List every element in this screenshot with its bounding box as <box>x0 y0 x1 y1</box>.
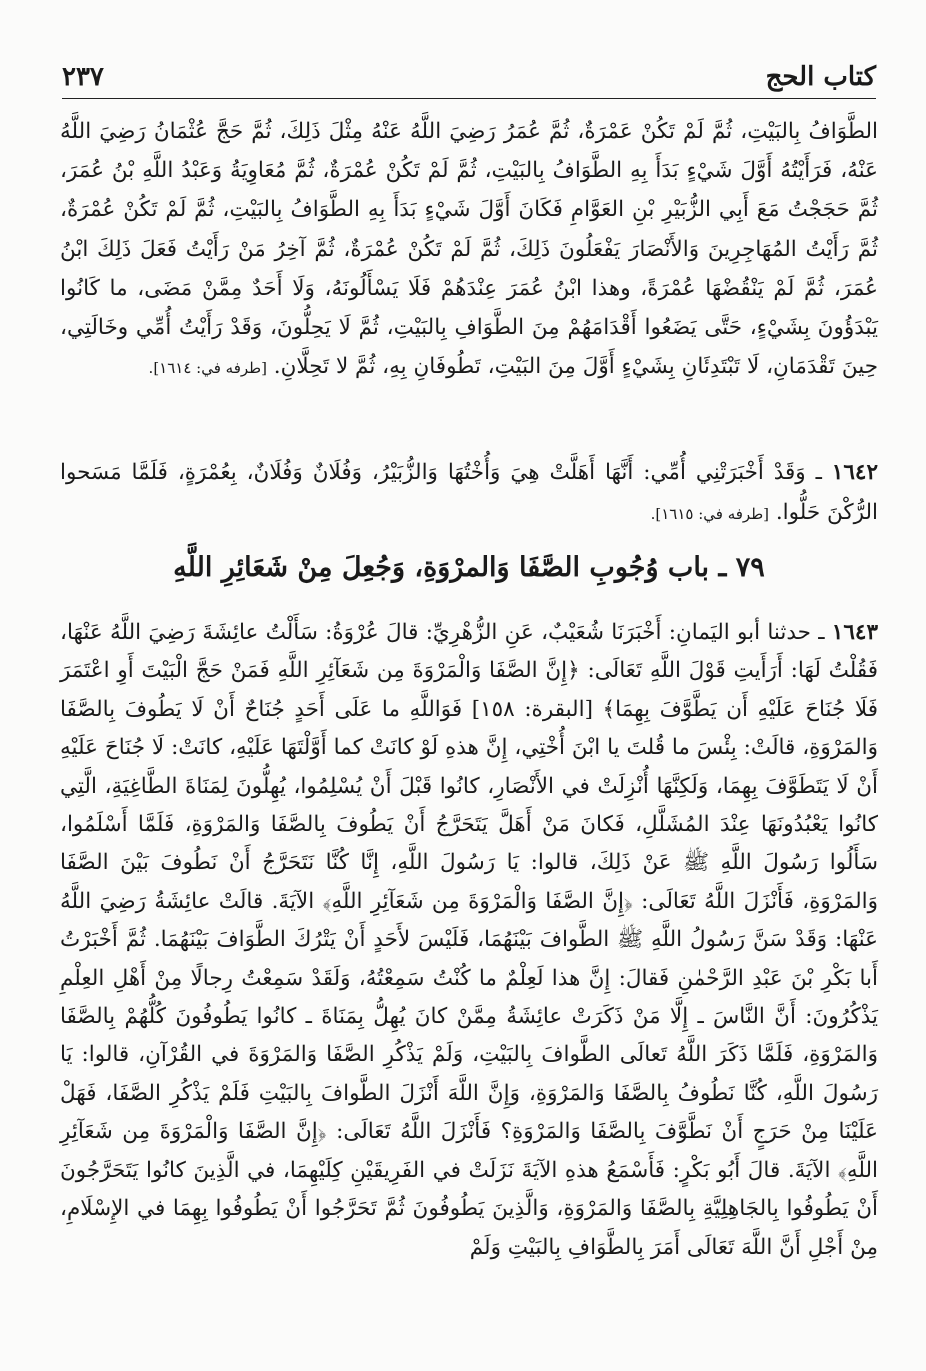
page-number: ٢٣٧ <box>62 62 104 92</box>
paragraph-text: ـ حدثنا أبو اليَمانِ: أَخْبَرَنَا شُعَيْبٌ، عَنِ الزُّهْرِيِّ: قالَ عُرْوَةُ: سَأَلْتُ عائِشَةَ رَضِيَ اللَّهُ عَنْهَا، فَقُلْتُ لَهَا: أَرَأَيتِ قَوْلَ اللَّهِ تَعَالَى: ﴿إِنَّ الصَّفَا وَالْمَرْوَةَ مِن شَعَآئِرِ اللَّهِ فَمَنْ حَجَّ الْبَيْتَ أَوِ اعْتَمَرَ فَلَا جُنَاحَ عَلَيْهِ أَن يَطَّوَّفَ بِهِمَا﴾ [البقرة: ١٥٨] فَوَاللَّهِ ما عَلَى أَحَدٍ جُنَاحٌ أَنْ لَا يَطُوفَ بِالصَّفَا وَالمَرْوَةِ، قالَتْ: بِئْسَ ما قُلتَ يا ابْنَ أُخْتِي، إِنَّ هذهِ لَوْ كانَتْ كما أَوَّلْتَهَا عَلَيْهِ، كانَتْ: لَا جُنَاحَ عَلَيْهِ أَنْ لَا يَتَطَوَّفَ بِهِمَا، وَلَكِنَّهَا أُنْزِلَتْ في الأَنْصَارِ، كانُوا قَبْلَ أَنْ يُسْلِمُوا، يُهِلُّونَ لِمَنَاةَ الطَّاغِيَةِ، الَّتِي كانُوا يَعْبُدُونَهَا عِنْدَ المُشَلَّلِ، فَكانَ مَنْ أَهَلَّ يَتَحَرَّجُ أَنْ يَطُوفَ بِالصَّفَا وَالمَرْوَةِ، فَلَمَّا أَسْلَمُوا، سَأَلُوا رَسُولَ اللَّهِ ﷺ عَنْ ذَلِكَ، قالوا: يَا رَسُولَ اللَّهِ، إِنَّا كُنَّا نَتَحَرَّجُ أَنْ نَطُوفَ بَيْنَ الصَّفَا وَالمَرْوَةِ، فَأَنْزَلَ اللَّهُ تَعَالَى: ﴿إِنَّ الصَّفَا وَالْمَرْوَةَ مِن شَعَآئِرِ اللَّهِ﴾ الآيَةَ. قالَتْ عائِشَةُ رَضِيَ اللَّهُ عَنْهَا: وَقَدْ سَنَّ رَسُولُ اللَّهِ ﷺ الطَّوافَ بَيْنَهُمَا، فَلَيْسَ لأَحَدٍ أَنْ يَتْرُكَ الطَّوَافَ بَيْنَهُمَا. ثُمَّ أَخْبَرْتُ أَبا بَكْرِ بْنَ عَبْدِ الرَّحْمٰنِ فَقالَ: إِنَّ هذا لَعِلْمٌ ما كُنْتُ سَمِعْتُهُ، وَلَقَدْ سَمِعْتُ رِجالًا مِنْ أَهْلِ العِلْمِ يَذْكُرُونَ: أَنَّ النَّاسَ ـ إِلَّا مَنْ ذَكَرَتْ عائِشَةُ مِمَّنْ كانَ يُهِلُّ بِمَنَاةَ ـ كانُوا يَطُوفُونَ كُلُّهُمْ بِالصَّفَا وَالمَرْوَةِ، فَلَمَّا ذَكَرَ اللَّهُ تَعالَى الطَّوافَ بِالبَيْتِ، وَلَمْ يَذْكُرِ الصَّفَا وَالمَرْوَةَ في القُرْآنِ، قالوا: يَا رَسُولَ اللَّهِ، كُنَّا نَطُوفُ بِالصَّفَا وَالمَرْوَةِ، وَإِنَّ اللَّهَ أَنْزَلَ الطَّوافَ بِالبَيْتِ فَلَمْ يَذْكُرِ الصَّفَا، فَهَلْ عَلَيْنَا مِنْ حَرَجٍ أَنْ نَطَّوَّفَ بِالصَّفَا وَالمَرْوَةِ؟ فَأَنْزَلَ اللَّهُ تَعَالَى: ﴿إِنَّ الصَّفَا وَالْمَرْوَةَ مِن شَعَآئِرِ اللَّهِ﴾ الآيَةَ. قالَ أَبُو بَكْرٍ: فَأَسْمَعُ هذهِ الآيَةَ نَزَلَتْ في الفَرِيقَيْنِ كِلَيْهِمَا، في الَّذِينَ كانُوا يَتَحَرَّجُونَ أَنْ يَطُوفُوا بِالجَاهِلِيَّةِ بِالصَّفَا وَالمَرْوَةِ، وَالَّذِينَ يَطُوفُونَ ثُمَّ تَحَرَّجُوا أَنْ يَطُوفُوا بِهِمَا في الإِسْلَامِ، مِنْ أَجْلِ أَنَّ اللَّهَ تَعَالَى أَمَرَ بِالطَّوَافِ بِالبَيْتِ وَلَمْ <box>60 620 878 1260</box>
page-header <box>62 58 876 99</box>
cross-reference: [طرفه في: ١٦١٤]. <box>148 359 267 378</box>
hadith-1642-paragraph <box>60 453 878 534</box>
book-title: كتاب الحج <box>765 62 876 92</box>
chapter-heading: ٧٩ ـ باب وُجُوبِ الصَّفَا وَالمرْوَةِ، وَجُعِلَ مِنْ شَعَائِرِ اللَّهِ <box>173 552 765 583</box>
paragraph-text: ـ وَقَدْ أَخْبَرَتْنِي أُمِّي: أَنَّهَا أَهَلَّتْ هِيَ وَأُخْتُهَا وَالزُّبَيْرُ، وَفُلَانٌ وَفُلَانٌ، بِعُمْرَةٍ، فَلَمَّا مَسَحوا الرُّكْنَ حَلُّوا. <box>60 460 878 525</box>
hadith-number: ١٦٤٣ <box>831 620 878 645</box>
hadith-1643-paragraph <box>60 614 878 1267</box>
hadith-continuation-paragraph <box>60 112 878 388</box>
paragraph-text: الطَّوَافُ بِالبَيْتِ، ثُمَّ لَمْ تَكُنْ عَمْرَةٌ، ثُمَّ عُمَرُ رَضِيَ اللَّهُ عَنْهُ مِثْلَ ذَلِكَ، ثُمَّ حَجَّ عُثْمَانُ رَضِيَ اللَّهُ عَنْهُ، فَرَأَيْتُهُ أَوَّلَ شَيْءٍ بَدَأَ بِهِ الطَّوَافُ بِالبَيْتِ، ثُمَّ لَمْ تَكُنْ عُمْرَةٌ، ثُمَّ مُعَاوِيَةُ وَعَبْدُ اللَّهِ بْنُ عُمَرَ، ثُمَّ حَجَجْتُ مَعَ أَبِي الزُّبَيْرِ بْنِ العَوَّامِ فَكَانَ أَوَّلَ شَيْءٍ بَدَأَ بِهِ الطَّوَافُ بِالبَيْتِ، ثُمَّ لَمْ تَكُنْ عُمْرَةٌ، ثُمَّ رَأَيْتُ المُهَاجِرِينَ وَالأَنْصَارَ يَفْعَلُونَ ذَلِكَ، ثُمَّ لَمْ تَكُنْ عُمْرَةٌ، ثُمَّ آخِرُ مَنْ رَأَيْتُ فَعَلَ ذَلِكَ ابْنُ عُمَرَ، ثُمَّ لَمْ يَنْقُضْهَا عُمْرَةً، وهذا ابْنُ عُمَرَ عِنْدَهُمْ فَلَا يَسْأَلُونَهُ، وَلَا أَحَدٌ مِمَّنْ مَضَى، ما كَانُوا يَبْدَؤُونَ بِشَيْءٍ، حَتَّى يَضَعُوا أَقْدَامَهُمْ مِنَ الطَّوَافِ بِالبَيْتِ، ثُمَّ لَا يَحِلُّونَ، وَقَدْ رَأَيْتُ أُمِّي وخَالَتِي، حِينَ تَقْدَمَانِ، لَا تَبْتَدِئَانِ بِشَيْءٍ أَوَّلَ مِنَ البَيْتِ، تَطُوفَانِ بِهِ، ثُمَّ لا تَحِلَّانِ. <box>60 119 878 380</box>
cross-reference: [طرفه في: ١٦١٥]. <box>650 505 769 523</box>
hadith-number: ١٦٤٢ <box>831 460 878 485</box>
